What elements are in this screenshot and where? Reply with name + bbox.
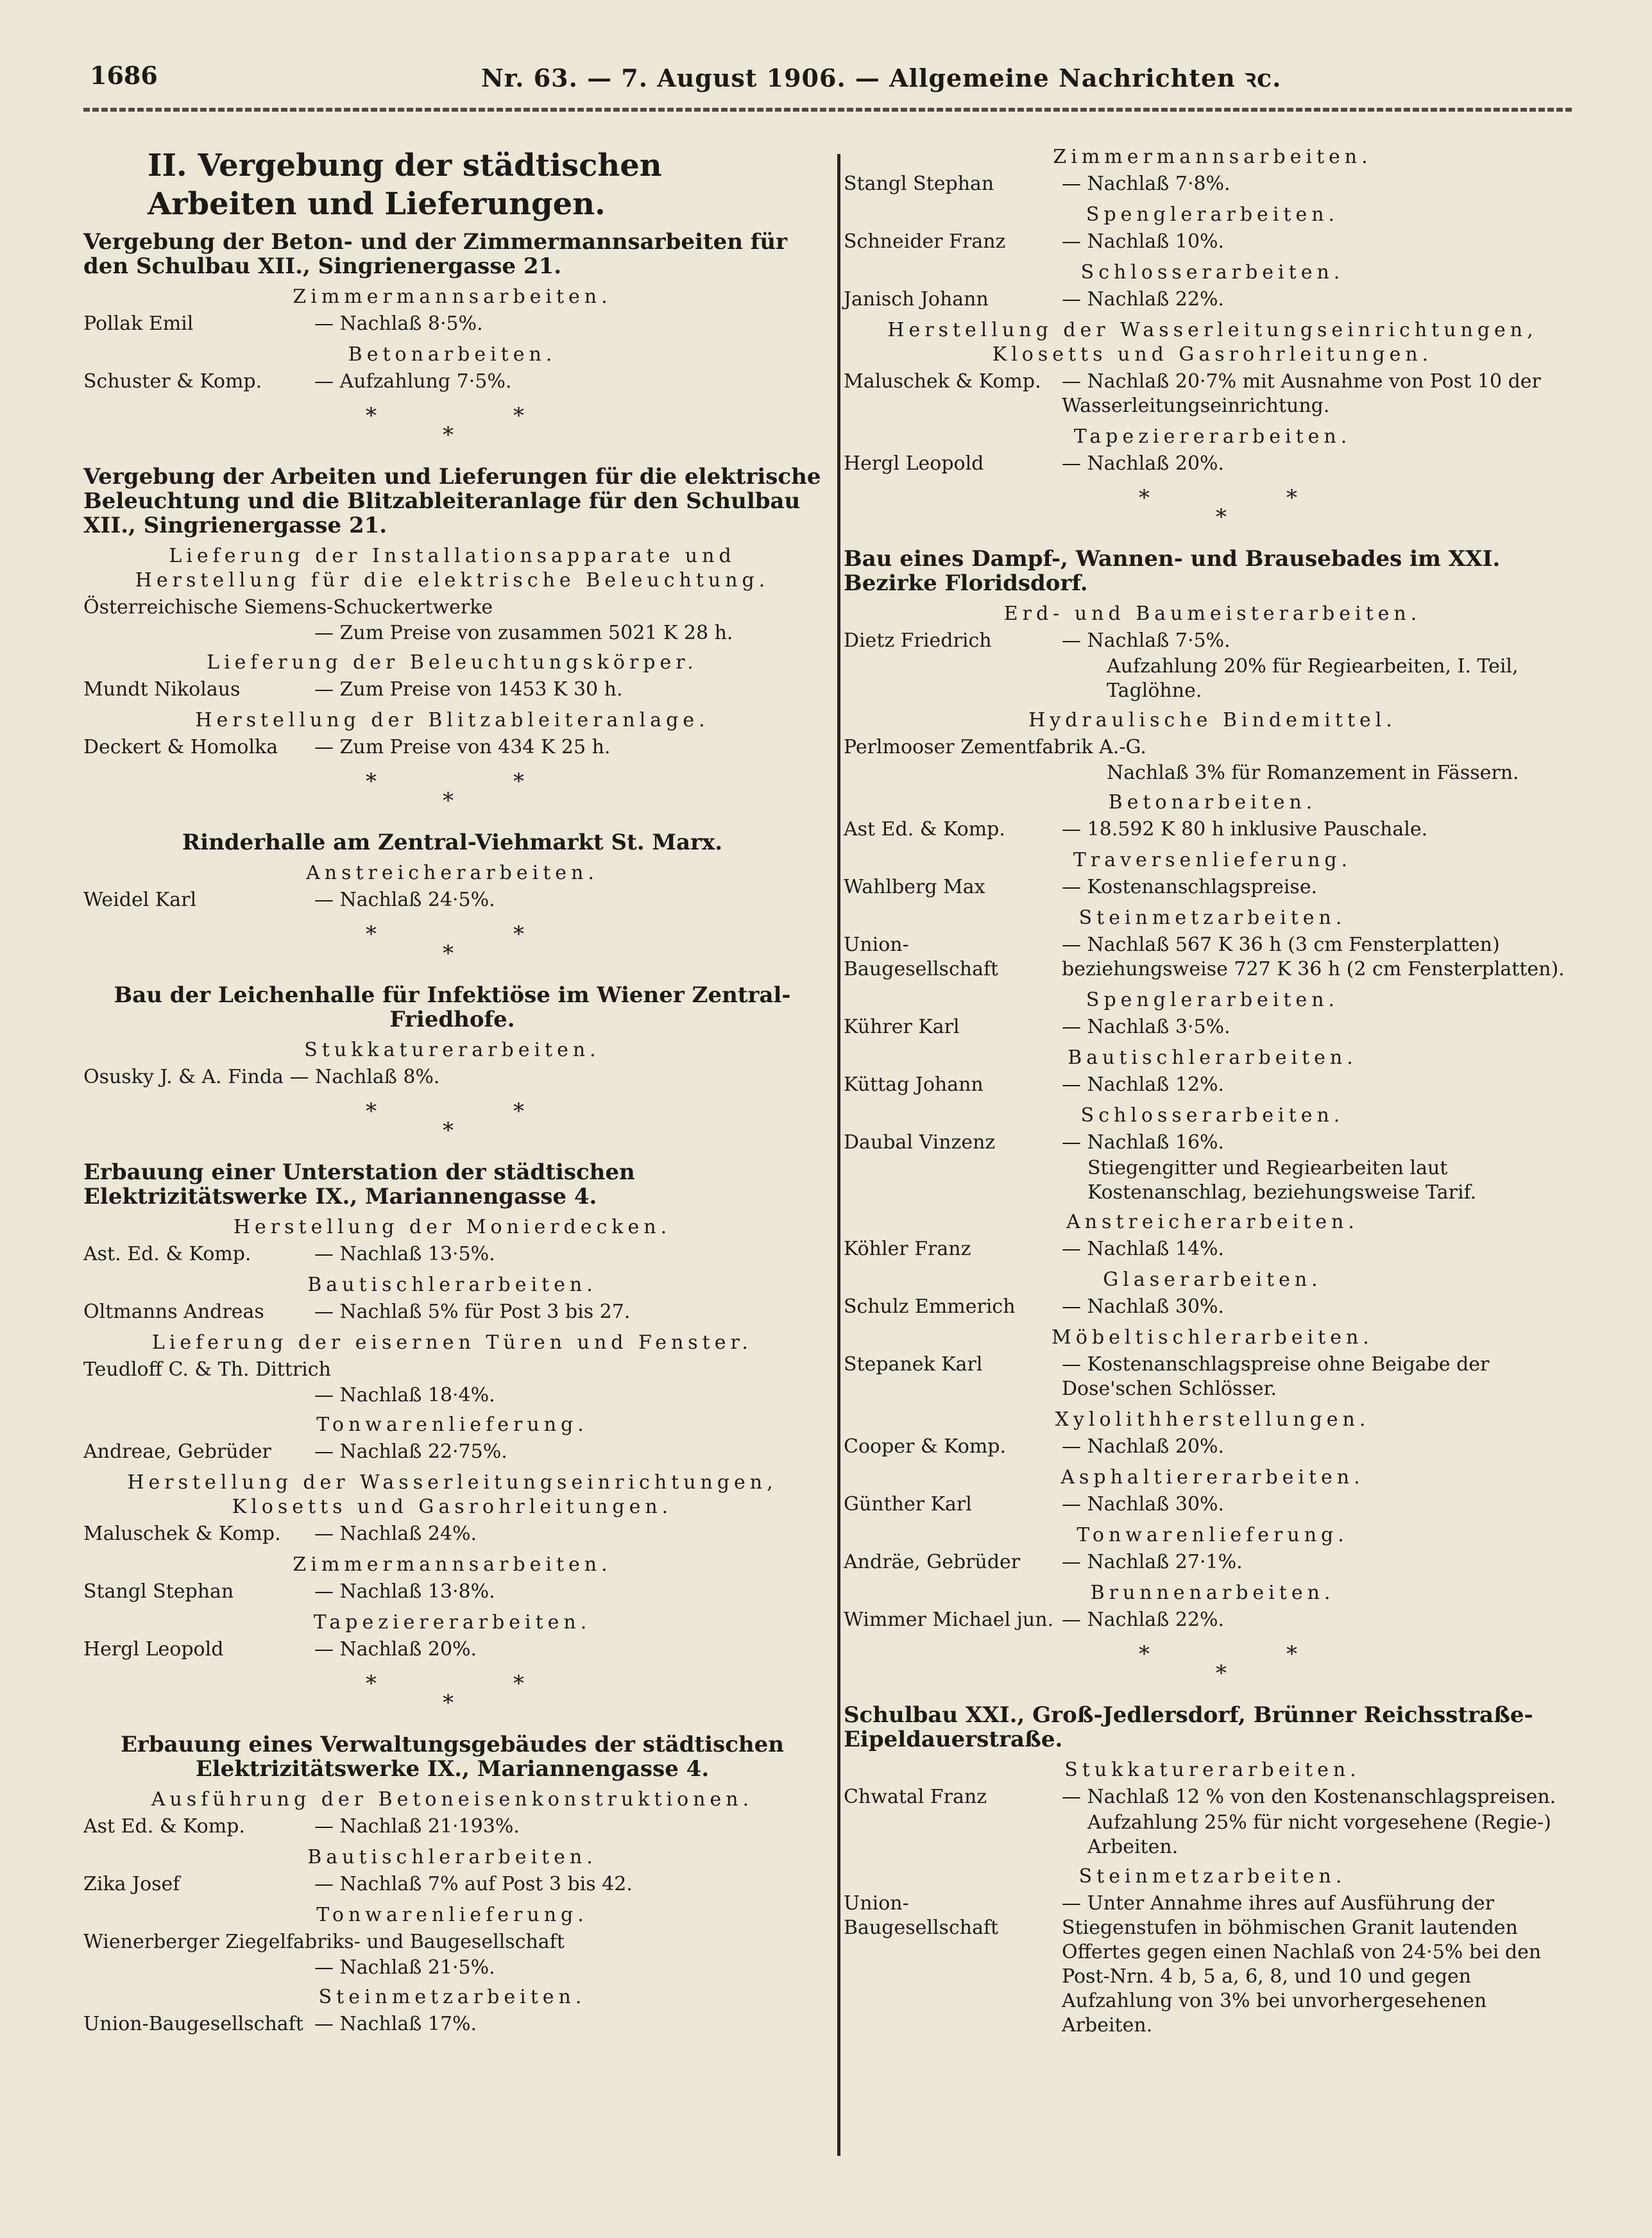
subheading: Zimmermannsarbeiten. — [293, 1553, 612, 1576]
award-text: — Nachlaß 22·75%. — [314, 1440, 507, 1463]
subheading: Brunnenarbeiten. — [1090, 1582, 1335, 1604]
firm-name: Deckert & Homolka — [83, 736, 278, 758]
award-text: — Nachlaß 3·5%. — [1062, 1016, 1230, 1038]
asterisk: * — [443, 1118, 454, 1143]
award-text: Aufzahlung 25% für nicht vorgesehene (Regie-) Arbeiten. — [1087, 1811, 1551, 1858]
firm-name: Küttag Johann — [844, 1073, 984, 1096]
section-separator — [83, 769, 821, 820]
subheading: Tonwarenlieferung. — [1077, 1524, 1349, 1546]
award-text: — Nachlaß 21·5%. — [314, 1956, 495, 1979]
award-row — [844, 1131, 1581, 1155]
award-text: — Zum Preise von 434 K 25 h. — [314, 736, 611, 758]
firm-name: Union-Baugesellschaft — [83, 2013, 303, 2035]
subheading: Betonarbeiten. — [1108, 791, 1317, 814]
subheading: Zimmermannsarbeiten. — [1053, 146, 1372, 168]
firm-name: Köhler Franz — [844, 1238, 971, 1260]
subheading: Xylolithherstellungen. — [1055, 1408, 1370, 1431]
asterisk: * — [513, 1098, 524, 1124]
award-text: — Nachlaß 20·7% mit Ausnahme von Post 10 der Wasserleitungseinrichtung. — [1062, 370, 1541, 417]
award-text: — Nachlaß 24%. — [314, 1523, 477, 1545]
award-text: — Nachlaß 13·8%. — [314, 1580, 495, 1603]
subheading: Herstellung der Blitzableiteranlage. — [195, 709, 710, 731]
section-title: Erbauung einer Unterstation der städtischen Elektrizitätswerke IX., Mariannengasse 4. — [83, 1159, 635, 1209]
subheading: Traversenlieferung. — [1073, 849, 1352, 871]
award-text: — Unter Annahme ihres auf Ausführung der Stiegenstufen in böhmischen Granit lautenden Offertes gegen einen Nachlaß von 24·5% bei den Post-Nrn. 4 b, 5 a, 6, 8, und 10 und gegen Aufzahlung von 3% bei unvorhergesehenen Arbeiten. — [1062, 1892, 1542, 2037]
subheading: Steinmetzarbeiten. — [1078, 907, 1347, 929]
subheading: Schlosserarbeiten. — [1080, 1104, 1345, 1127]
asterisk: * — [366, 769, 377, 794]
award-row — [844, 1608, 1581, 1632]
award-text: — Nachlaß 27·1%. — [1062, 1551, 1243, 1573]
award-text: — Nachlaß 20%. — [314, 1638, 477, 1661]
award-text: Aufzahlung 20% für Regiearbeiten, I. Teil, Taglöhne. — [1107, 655, 1519, 702]
firm-name: Wimmer Michael jun. — [844, 1609, 1054, 1631]
subheading: Möbeltischlerarbeiten. — [1052, 1326, 1374, 1349]
award-row — [844, 287, 1581, 312]
award-row — [844, 1892, 1581, 2038]
firm-name: Hergl Leopold — [83, 1638, 224, 1661]
firm-name: Schneider Franz — [844, 230, 1006, 253]
section-title: Erbauung eines Verwaltungsgebäudes der städtischen Elektrizitätswerke IX., Mariannengasse 4. — [120, 1732, 784, 1782]
section-separator — [83, 1671, 821, 1722]
asterisk: * — [366, 1098, 377, 1124]
award-row — [844, 1550, 1581, 1575]
award-text: — Nachlaß 16%. — [1062, 1131, 1225, 1154]
award-text: — Nachlaß 20%. — [1062, 1435, 1225, 1458]
subheading: Bautischlerarbeiten. — [1068, 1046, 1358, 1069]
asterisk: * — [1139, 1641, 1150, 1667]
award-row — [844, 1353, 1581, 1401]
section-title: Bau eines Dampf-, Wannen- und Brausebades im XXI. Bezirke Floridsdorf. — [844, 546, 1501, 596]
main-heading: II. Vergebung der städtischen Arbeiten und Lieferungen. — [148, 148, 662, 222]
award-row — [844, 1785, 1581, 1809]
award-row — [844, 1435, 1581, 1459]
firm-name: Maluschek & Komp. — [83, 1523, 281, 1545]
firm-name: Österreichische Siemens-Schuckertwerke — [83, 596, 493, 619]
section-separator — [83, 921, 821, 973]
award-row — [844, 933, 1581, 982]
award-row — [844, 817, 1581, 842]
firm-name: Andreae, Gebrüder — [83, 1440, 271, 1463]
award-row — [844, 1237, 1581, 1261]
firm-name: Stepanek Karl — [844, 1353, 983, 1376]
award-text: — Nachlaß 13·5%. — [314, 1243, 495, 1265]
award-text: — Nachlaß 7·5%. — [1062, 629, 1230, 652]
firm-name: Wienerberger Ziegelfabriks- und Baugesellschaft — [83, 1931, 565, 1953]
asterisk: * — [1139, 485, 1150, 511]
column-divider — [837, 154, 840, 2156]
page-header — [83, 61, 1572, 106]
firm-name: Cooper & Komp. — [844, 1435, 1007, 1458]
firm-name: Schulz Emmerich — [844, 1295, 1016, 1318]
award-row — [844, 172, 1581, 196]
award-text: — Nachlaß 30%. — [1062, 1295, 1225, 1318]
asterisk: * — [443, 422, 454, 448]
firm-name: Stangl Stephan — [83, 1580, 234, 1603]
award-text: — Nachlaß 12%. — [1062, 1073, 1225, 1096]
subheading: Lieferung der Installationsapparate und Herstellung für die elektrische Beleuchtung. — [135, 545, 770, 592]
subheading: Spenglerarbeiten. — [1086, 203, 1340, 226]
section-title: Schulbau XXI., Groß-Jedlersdorf, Brünner Reichsstraße-Eipeldauerstraße. — [844, 1702, 1533, 1752]
award-text: — Kostenanschlagspreise ohne Beigabe der Dose'schen Schlösser. — [1062, 1353, 1490, 1400]
firm-name: Stangl Stephan — [844, 173, 994, 195]
firm-name: Schuster & Komp. — [83, 370, 262, 393]
firm-name: Oltmanns Andreas — [83, 1301, 264, 1323]
award-row — [83, 678, 821, 702]
award-row — [844, 230, 1581, 254]
award-row — [83, 1872, 821, 1897]
firm-name: Andräe, Gebrüder — [844, 1551, 1021, 1573]
firm-name: Günther Karl — [844, 1493, 972, 1516]
subheading: Betonarbeiten. — [348, 343, 557, 366]
subheading: Anstreicherarbeiten. — [1066, 1211, 1359, 1233]
award-text: — Nachlaß 14%. — [1062, 1238, 1225, 1260]
asterisk: * — [513, 1671, 524, 1696]
subheading: Bautischlerarbeiten. — [307, 1846, 597, 1868]
subheading: Bautischlerarbeiten. — [307, 1274, 597, 1296]
page-number: 1686 — [90, 61, 158, 90]
firm-name: Janisch Johann — [844, 288, 989, 311]
section-title: Vergebung der Arbeiten und Lieferungen für die elektrische Beleuchtung und die Blitzableiteranlage für den Schulbau XII., Singrienergasse 21. — [83, 464, 821, 538]
award-text: — Nachlaß 24·5%. — [314, 889, 495, 911]
award-row — [83, 370, 821, 394]
award-text: Stiegengitter und Regiearbeiten laut Kostenanschlag, beziehungsweise Tarif. — [1087, 1157, 1477, 1204]
award-text: — Zum Preise von 1453 K 30 h. — [314, 678, 623, 701]
firm-name: Union-Baugesellschaft — [844, 934, 999, 980]
firm-name: Zika Josef — [83, 1873, 180, 1895]
firm-name: Kührer Karl — [844, 1016, 960, 1038]
award-text: — Aufzahlung 7·5%. — [314, 370, 512, 393]
asterisk: * — [366, 921, 377, 947]
asterisk: * — [366, 403, 377, 429]
subheading: Anstreicherarbeiten. — [306, 862, 599, 884]
award-text: — Nachlaß 10%. — [1062, 230, 1225, 253]
asterisk: * — [443, 788, 454, 814]
right-column — [844, 141, 1581, 2044]
firm-name: Ast. Ed. & Komp. — [83, 1243, 251, 1265]
section-separator — [844, 485, 1581, 536]
firm-name: Teudloff C. & Th. Dittrich — [83, 1358, 331, 1381]
award-text: — Nachlaß 5% für Post 3 bis 27. — [314, 1301, 631, 1323]
asterisk: * — [1286, 485, 1297, 511]
award-text: — Nachlaß 22%. — [1062, 1609, 1225, 1631]
award-row — [83, 2012, 821, 2037]
asterisk: * — [513, 769, 524, 794]
subheading: Spenglerarbeiten. — [1086, 989, 1340, 1011]
firm-name: Wahlberg Max — [844, 876, 985, 898]
award-row — [844, 1295, 1581, 1319]
award-row — [83, 1300, 821, 1324]
subheading: Tonwarenlieferung. — [316, 1904, 588, 1926]
section-title: Rinderhalle am Zentral-Viehmarkt St. Marx. — [182, 830, 723, 855]
running-head: Nr. 63. — 7. August 1906. — Allgemeine Nachrichten ꝛc. — [481, 64, 1282, 92]
award-text: — Nachlaß 7·8%. — [1062, 173, 1230, 195]
left-column — [83, 141, 821, 2043]
award-text: — Nachlaß 7% auf Post 3 bis 42. — [314, 1873, 633, 1895]
asterisk: * — [513, 403, 524, 429]
firm-name: Ast Ed. & Komp. — [83, 1815, 245, 1838]
subheading: Ausführung der Betoneisenkonstruktionen. — [151, 1788, 754, 1811]
award-row — [83, 888, 821, 912]
firm-name: Dietz Friedrich — [844, 629, 992, 652]
award-row — [83, 1580, 821, 1604]
subheading: Schlosserarbeiten. — [1080, 261, 1345, 284]
subheading: Erd- und Baumeisterarbeiten. — [1003, 602, 1422, 625]
award-row — [844, 1015, 1581, 1039]
subheading: Hydraulische Bindemittel. — [1028, 709, 1397, 731]
section-separator — [83, 1098, 821, 1150]
award-row — [83, 1637, 821, 1662]
award-line: Osusky J. & A. Finda — Nachlaß 8%. — [83, 1066, 440, 1088]
award-text: — Nachlaß 567 K 36 h (3 cm Fensterplatten) beziehungsweise 727 K 36 h (2 cm Fensterplatten). — [1062, 934, 1565, 980]
award-row — [83, 735, 821, 760]
asterisk: * — [1216, 504, 1227, 530]
firm-name: Pollak Emil — [83, 312, 194, 335]
award-row — [844, 452, 1581, 476]
award-text: — Nachlaß 20%. — [1062, 452, 1225, 475]
subheading: Herstellung der Monierdecken. — [233, 1216, 672, 1238]
award-text: — Nachlaß 21·193%. — [314, 1815, 520, 1838]
asterisk: * — [513, 921, 524, 947]
subheading: Steinmetzarbeiten. — [318, 1986, 586, 2008]
section-title: Bau der Leichenhalle für Infektiöse im Wiener Zentral-Friedhofe. — [114, 982, 791, 1032]
subheading: Herstellung der Wasserleitungseinrichtungen, Klosetts und Gasrohrleitungen. — [127, 1471, 778, 1518]
award-row — [83, 1440, 821, 1464]
award-text: — Nachlaß 8·5%. — [314, 312, 483, 335]
award-row — [844, 370, 1581, 418]
award-text: — Nachlaß 18·4%. — [314, 1384, 495, 1406]
subheading: Zimmermannsarbeiten. — [293, 286, 612, 308]
firm-name: Hergl Leopold — [844, 452, 984, 475]
asterisk: * — [1216, 1661, 1227, 1686]
award-row — [83, 312, 821, 336]
firm-name: Perlmooser Zementfabrik A.-G. — [844, 736, 1146, 758]
award-text: — Nachlaß 17%. — [314, 2013, 477, 2035]
award-text: — Kostenanschlagspreise. — [1062, 876, 1318, 898]
award-row — [844, 1073, 1581, 1097]
award-row — [844, 875, 1581, 900]
subheading: Tonwarenlieferung. — [316, 1414, 588, 1436]
award-row — [844, 1492, 1581, 1517]
subheading: Stukkaturerarbeiten. — [304, 1039, 600, 1061]
firm-name: Daubal Vinzenz — [844, 1131, 996, 1154]
asterisk: * — [1286, 1641, 1297, 1667]
award-text: — Nachlaß 12 % von den Kostenanschlagspreisen. — [1062, 1786, 1556, 1808]
firm-name: Mundt Nikolaus — [83, 678, 241, 701]
firm-name: Union-Baugesellschaft — [844, 1892, 999, 1939]
subheading: Glaserarbeiten. — [1103, 1268, 1322, 1291]
asterisk: * — [443, 1690, 454, 1716]
firm-name: Weidel Karl — [83, 889, 197, 911]
subheading: Tapeziererarbeiten. — [313, 1611, 592, 1634]
subheading: Asphaltiererarbeiten. — [1060, 1466, 1365, 1489]
award-row — [83, 1815, 821, 1839]
firm-name: Ast Ed. & Komp. — [844, 818, 1005, 841]
award-text: — 18.592 K 80 h inklusive Pauschale. — [1062, 818, 1428, 841]
section-separator — [83, 403, 821, 454]
asterisk: * — [366, 1671, 377, 1696]
subheading: Tapeziererarbeiten. — [1073, 425, 1352, 448]
asterisk: * — [443, 941, 454, 966]
award-text: Nachlaß 3% für Romanzement in Fässern. — [1107, 762, 1519, 784]
award-row — [83, 1522, 821, 1546]
section-title: Vergebung der Beton- und der Zimmermannsarbeiten für den Schulbau XII., Singrienergasse 21. — [83, 229, 788, 279]
subheading: Stukkaturerarbeiten. — [1064, 1759, 1361, 1781]
subheading: Herstellung der Wasserleitungseinrichtungen, Klosetts und Gasrohrleitungen. — [887, 319, 1538, 366]
subheading: Steinmetzarbeiten. — [1078, 1865, 1347, 1888]
firm-name: Chwatal Franz — [844, 1786, 987, 1808]
award-text: — Nachlaß 30%. — [1062, 1493, 1225, 1516]
award-row — [83, 1242, 821, 1267]
award-text: — Nachlaß 22%. — [1062, 288, 1225, 311]
subheading: Lieferung der eisernen Türen und Fenster. — [151, 1331, 753, 1354]
award-text: — Zum Preise von zusammen 5021 K 28 h. — [314, 622, 733, 644]
subheading: Lieferung der Beleuchtungskörper. — [207, 651, 698, 674]
award-row — [844, 629, 1581, 653]
firm-name: Maluschek & Komp. — [844, 370, 1041, 393]
section-separator — [844, 1641, 1581, 1693]
header-rule — [83, 108, 1572, 112]
